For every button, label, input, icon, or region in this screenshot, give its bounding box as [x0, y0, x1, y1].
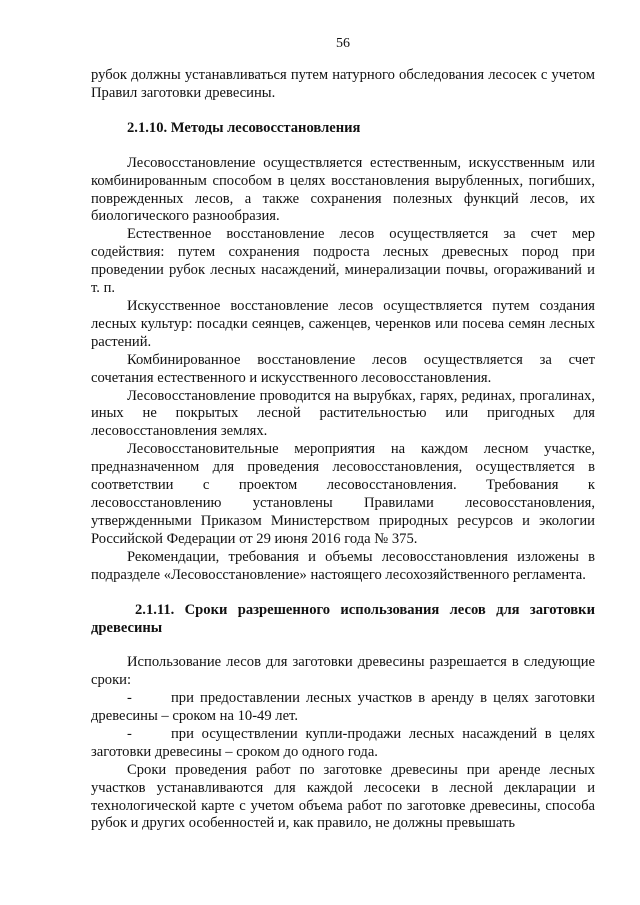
- document-body: [91, 67, 595, 833]
- list-marker: -: [127, 690, 132, 707]
- list-item-text: при предоставлении лесных участков в аренду в целях заготовки древесины – сроком на 10-49 лет.: [91, 690, 595, 724]
- list-item: [91, 690, 595, 726]
- intro-paragraph: рубок должны устанавливаться путем натурного обследования лесосек с учетом Правил заготовки древесины.: [91, 67, 595, 101]
- section-heading-terms: 2.1.11. Сроки разрешенного использования лесов для заготовки древесины: [91, 602, 595, 637]
- paragraph: Естественное восстановление лесов осуществляется за счет мер содействия: путем сохранения подроста лесных древесных пород при проведении рубок лесных насаждений, минерализации почвы, огораживаний и т. п.: [91, 226, 595, 297]
- closing-paragraph: Сроки проведения работ по заготовке древесины при аренде лесных участков устанавливаются для каждой лесосеки в лесной декларации и технологической карте с учетом объема работ по заготовке древесины, способа рубок и других особенностей и, как правило, не должны превышать: [91, 761, 595, 832]
- paragraph: Лесовосстановление осуществляется естественным, искусственным или комбинированным способом в целях восстановления вырубленных, погибших, поврежденных лесов, а также сохранения полезных функций лесов, их биологического разнообразия.: [91, 154, 595, 225]
- paragraph: Комбинированное восстановление лесов осуществляется за счет сочетания естественного и искусственного лесовосстановления.: [91, 351, 595, 386]
- paragraph: Лесовосстановительные мероприятия на каждом лесном участке, предназначенном для проведения лесовосстановления, осуществляется в соответствии с проектом лесовосстановления. Требования к лесовосстановлению установлены Правилами лесовосстановления, утвержденными Приказом Министерством природных ресурсов и экологии Российской Федерации от 29 июня 2016 года № 375.: [91, 441, 595, 547]
- paragraph: Лесовосстановление проводится на вырубках, гарях, рединах, прогалинах, иных не покрытых лесной растительностью или пригодных для лесовосстановления землях.: [91, 387, 595, 440]
- paragraph: Искусственное восстановление лесов осуществляется путем создания лесных культур: посадки сеянцев, саженцев, черенков или посева семян лесных растений.: [91, 297, 595, 350]
- paragraph: Рекомендации, требования и объемы лесовосстановления изложены в подразделе «Лесовосстановление» настоящего лесохозяйственного регламента.: [91, 548, 595, 583]
- list-marker: -: [127, 725, 132, 742]
- page-number: 56: [336, 36, 350, 51]
- lead-paragraph: Использование лесов для заготовки древесины разрешается в следующие сроки:: [91, 654, 595, 689]
- document-page: [91, 0, 595, 905]
- list-item: [91, 726, 595, 762]
- list-item-text: при осуществлении купли-продажи лесных насаждений в целях заготовки древесины – сроком до одного года.: [91, 725, 595, 760]
- section-heading-methods: 2.1.10. Методы лесовосстановления: [127, 119, 361, 136]
